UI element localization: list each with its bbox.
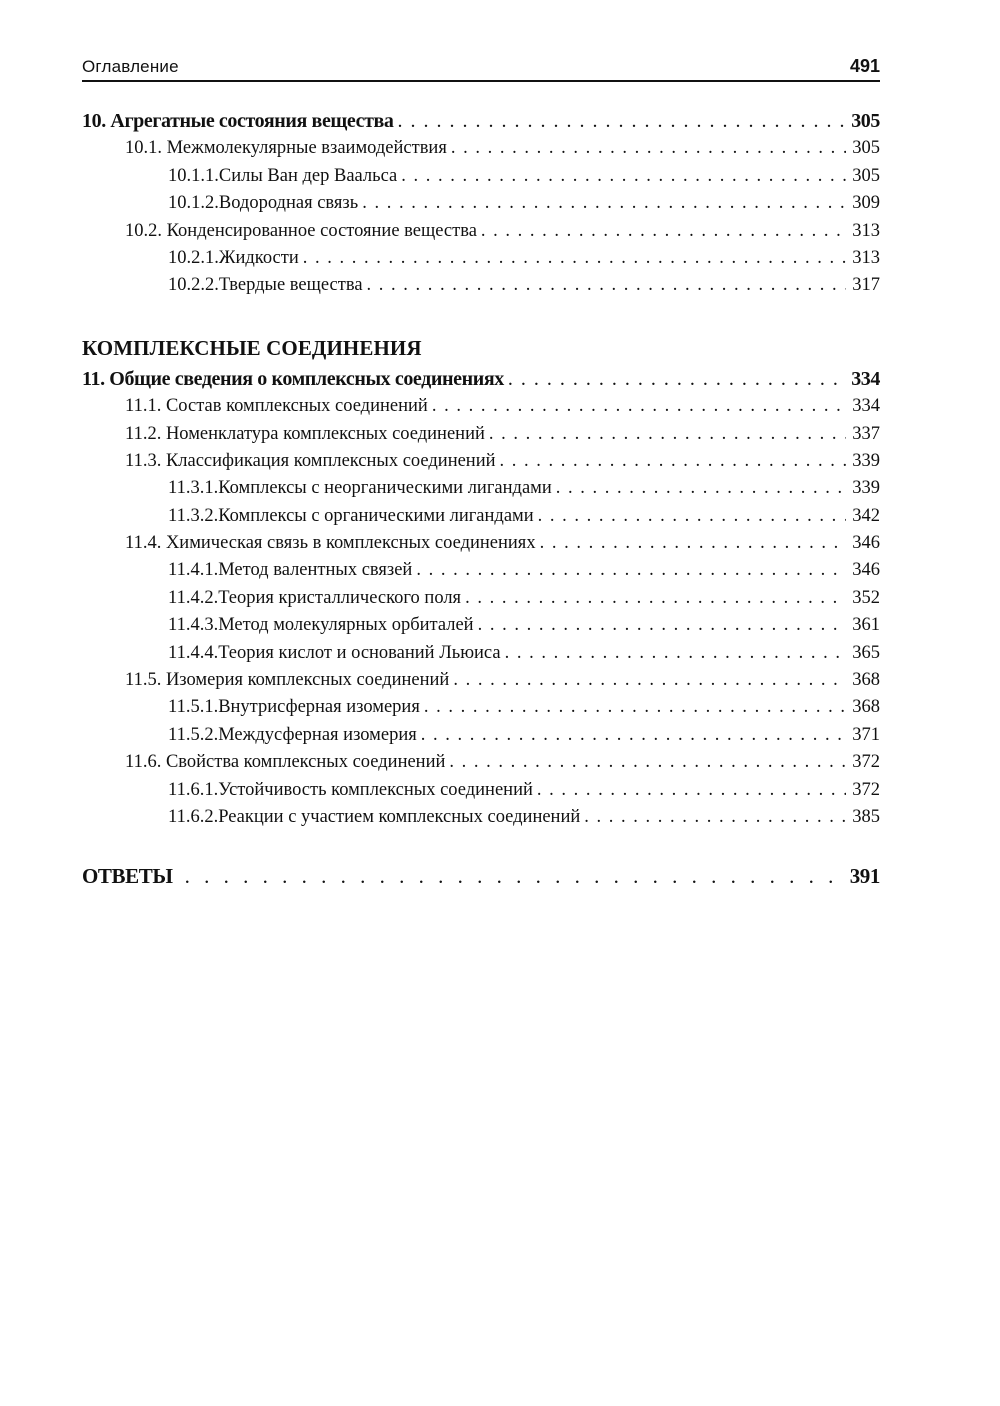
toc-dot-leader bbox=[424, 694, 846, 721]
toc-entry-page: 317 bbox=[852, 275, 880, 296]
toc-dot-leader bbox=[367, 272, 846, 299]
toc-entry-label: 11.6. Свойства комплексных соединений bbox=[125, 752, 446, 773]
toc-entry-label: 11.3.1.Комплексы с неорганическими лигандами bbox=[168, 478, 552, 499]
toc-entry-page: 352 bbox=[852, 587, 880, 608]
toc-entry-page: 368 bbox=[852, 697, 880, 718]
toc-entry-label: 11. Общие сведения о комплексных соединениях bbox=[82, 367, 504, 390]
toc-entry-page: 334 bbox=[852, 396, 880, 417]
toc-entry-label: 10.1.2.Водородная связь bbox=[168, 193, 359, 214]
toc-dot-leader bbox=[421, 722, 846, 749]
toc-entry-page: 346 bbox=[852, 560, 880, 581]
spacer bbox=[82, 831, 880, 861]
toc-entry-10-1-1[interactable] bbox=[82, 163, 880, 190]
toc-entry-label: 10.2. Конденсированное состояние вещества bbox=[125, 220, 477, 241]
toc-entry-label: 11.4.3.Метод молекулярных орбиталей bbox=[168, 615, 474, 636]
toc-entry-11-4-3[interactable] bbox=[82, 612, 880, 639]
toc-entry-page: 334 bbox=[851, 367, 880, 390]
toc-entry-label: 11.6.1.Устойчивость комплексных соединений bbox=[168, 779, 533, 800]
toc-dot-leader bbox=[584, 804, 846, 831]
running-head-title: Оглавление bbox=[82, 57, 179, 76]
toc-entry-page: 305 bbox=[852, 165, 880, 186]
toc-dot-leader bbox=[432, 393, 846, 420]
toc-dot-leader bbox=[500, 448, 846, 475]
toc-entry-label: 11.2. Номенклатура комплексных соединений bbox=[125, 423, 485, 444]
toc-entry-page: 372 bbox=[852, 752, 880, 773]
toc-entry-label: 10. Агрегатные состояния вещества bbox=[82, 110, 394, 132]
toc-entry-11-2[interactable] bbox=[82, 421, 880, 448]
toc-entry-label: ОТВЕТЫ bbox=[82, 864, 173, 889]
toc-entry-label: 11.4.1.Метод валентных связей bbox=[168, 560, 413, 581]
toc-dot-leader bbox=[185, 861, 844, 891]
toc-dot-leader bbox=[538, 503, 846, 530]
toc-entry-11-3-2[interactable] bbox=[82, 503, 880, 530]
toc-dot-leader bbox=[505, 640, 846, 667]
toc-entry-label: 11.5.1.Внутрисферная изомерия bbox=[168, 697, 420, 718]
toc-dot-leader bbox=[508, 366, 845, 393]
running-head-page-number: 491 bbox=[849, 56, 880, 76]
toc-entry-label: 11.4.2.Теория кристаллического поля bbox=[168, 587, 462, 608]
toc-entry-page: 339 bbox=[852, 450, 880, 471]
toc-entry-11-4-1[interactable] bbox=[82, 557, 880, 584]
toc-entry-page: 391 bbox=[849, 864, 880, 889]
toc-entry-label: 11.6.2.Реакции с участием комплексных соединений bbox=[168, 806, 581, 827]
toc-entry-label: 10.2.1.Жидкости bbox=[168, 247, 299, 268]
toc-entry-11-1[interactable] bbox=[82, 393, 880, 420]
toc-answers[interactable] bbox=[82, 861, 880, 891]
toc-dot-leader bbox=[537, 777, 846, 804]
toc-entry-11-6-1[interactable] bbox=[82, 777, 880, 804]
toc-entry-label: 10.1.1.Силы Ван дер Ваальса bbox=[168, 165, 398, 186]
toc-dot-leader bbox=[303, 245, 846, 272]
toc-entry-page: 368 bbox=[852, 670, 880, 691]
toc-entry-page: 342 bbox=[852, 505, 880, 526]
toc-entry-10-2[interactable] bbox=[82, 218, 880, 245]
toc-entry-page: 346 bbox=[852, 533, 880, 554]
toc-entry-11-4[interactable] bbox=[82, 530, 880, 557]
toc-entry-page: 337 bbox=[852, 423, 880, 444]
toc-entry-11-4-4[interactable] bbox=[82, 640, 880, 667]
toc-entry-label: 11.4. Химическая связь в комплексных соединениях bbox=[125, 533, 536, 554]
table-of-contents bbox=[82, 108, 880, 891]
toc-dot-leader bbox=[449, 749, 846, 776]
toc-entry-11-5-1[interactable] bbox=[82, 694, 880, 721]
toc-entry-11-6[interactable] bbox=[82, 749, 880, 776]
toc-entry-10-2-1[interactable] bbox=[82, 245, 880, 272]
toc-dot-leader bbox=[362, 190, 846, 217]
toc-entry-label: 11.1. Состав комплексных соединений bbox=[125, 396, 428, 417]
toc-chapter-10[interactable] bbox=[82, 108, 880, 135]
toc-dot-leader bbox=[540, 530, 846, 557]
toc-entry-label: 11.5.2.Междусферная изомерия bbox=[168, 724, 417, 745]
toc-entry-10-2-2[interactable] bbox=[82, 272, 880, 299]
toc-entry-page: 361 bbox=[852, 615, 880, 636]
toc-dot-leader bbox=[451, 135, 846, 162]
toc-entry-11-3-1[interactable] bbox=[82, 475, 880, 502]
toc-dot-leader bbox=[465, 585, 846, 612]
toc-dot-leader bbox=[416, 557, 846, 584]
toc-entry-page: 371 bbox=[852, 724, 880, 745]
toc-entry-label: 11.5. Изомерия комплексных соединений bbox=[125, 670, 450, 691]
toc-entry-label: 10.2.2.Твердые вещества bbox=[168, 275, 363, 296]
part-heading: КОМПЛЕКСНЫЕ СОЕДИНЕНИЯ bbox=[82, 335, 422, 360]
toc-dot-leader bbox=[398, 108, 846, 135]
toc-entry-label: 11.3.2.Комплексы с органическими лигандами bbox=[168, 505, 534, 526]
toc-chapter-11[interactable] bbox=[82, 366, 880, 393]
toc-entry-10-1-2[interactable] bbox=[82, 190, 880, 217]
toc-dot-leader bbox=[481, 218, 846, 245]
toc-entry-label: 11.3. Классификация комплексных соединений bbox=[125, 450, 496, 471]
toc-dot-leader bbox=[556, 475, 846, 502]
toc-entry-11-6-2[interactable] bbox=[82, 804, 880, 831]
toc-entry-page: 385 bbox=[852, 806, 880, 827]
toc-entry-11-5[interactable] bbox=[82, 667, 880, 694]
toc-entry-label: 10.1. Межмолекулярные взаимодействия bbox=[125, 138, 447, 159]
toc-dot-leader bbox=[478, 612, 846, 639]
toc-entry-page: 365 bbox=[852, 642, 880, 663]
toc-entry-page: 305 bbox=[852, 138, 880, 159]
toc-entry-11-3[interactable] bbox=[82, 448, 880, 475]
toc-dot-leader bbox=[401, 163, 846, 190]
toc-entry-10-1[interactable] bbox=[82, 135, 880, 162]
toc-dot-leader bbox=[489, 421, 846, 448]
toc-entry-page: 313 bbox=[852, 247, 880, 268]
toc-entry-page: 372 bbox=[852, 779, 880, 800]
toc-entry-page: 309 bbox=[852, 193, 880, 214]
toc-entry-11-4-2[interactable] bbox=[82, 585, 880, 612]
toc-entry-11-5-2[interactable] bbox=[82, 722, 880, 749]
toc-dot-leader bbox=[453, 667, 846, 694]
toc-entry-page: 339 bbox=[852, 478, 880, 499]
toc-entry-page: 305 bbox=[851, 110, 880, 132]
running-head bbox=[82, 52, 880, 82]
toc-entry-label: 11.4.4.Теория кислот и оснований Льюиса bbox=[168, 642, 501, 663]
toc-entry-page: 313 bbox=[852, 220, 880, 241]
